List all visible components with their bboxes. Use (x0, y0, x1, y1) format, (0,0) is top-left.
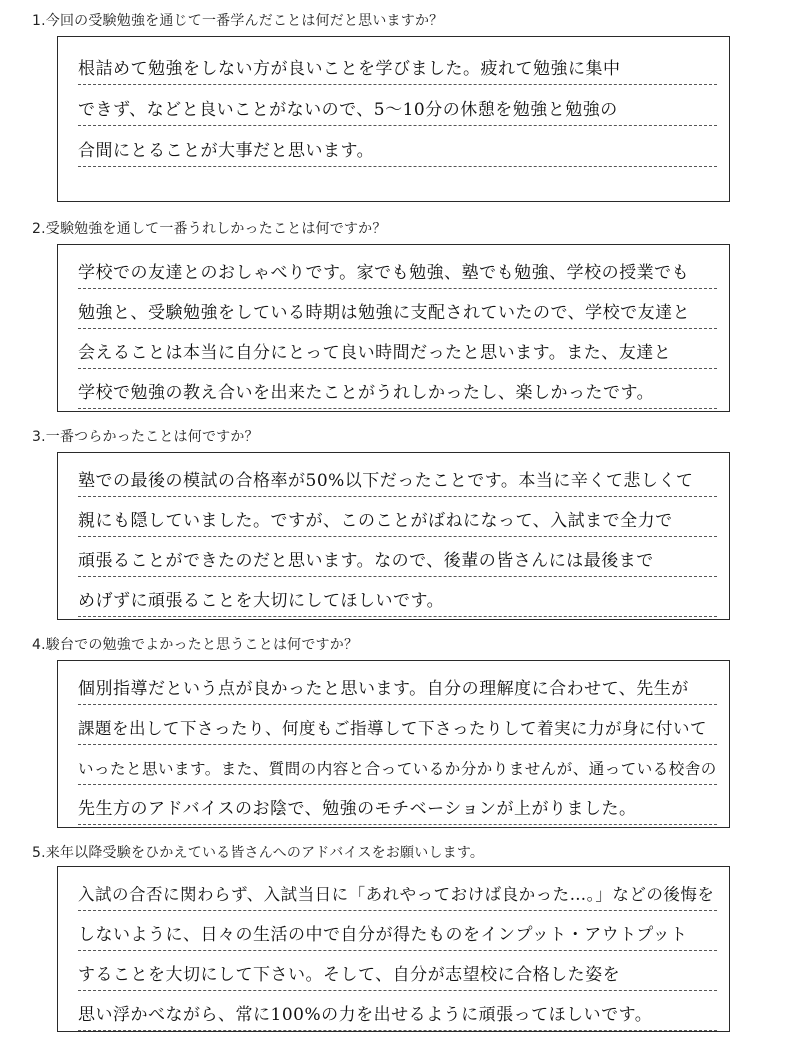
answer-line (78, 785, 717, 825)
answer-line (78, 871, 717, 911)
answer-box-1 (57, 36, 730, 202)
answer-text: 塾での最後の模試の合格率が50%以下だったことです。本当に辛くて悲しくて (78, 471, 694, 491)
answer-line (78, 991, 717, 1031)
question-5-title: 5.来年以降受験をひかえている皆さんへのアドバイスをお願いします。 (32, 845, 485, 861)
answer-line (78, 329, 717, 369)
answer-line (78, 951, 717, 991)
answer-line (78, 911, 717, 951)
answer-text: 思い浮かべながら、常に100%の力を出せるように頑張ってほしいです。 (78, 1005, 653, 1025)
answer-line (78, 577, 717, 617)
answer-text: 勉強と、受験勉強をしている時期は勉強に支配されていたので、学校で友達と (78, 303, 691, 323)
answer-line (78, 86, 717, 126)
answer-box-2 (57, 244, 730, 412)
question-4-title: 4.駿台での勉強でよかったと思うことは何ですか？ (32, 637, 359, 653)
answer-box-5 (57, 866, 730, 1032)
answer-text: 学校での友達とのおしゃべりです。家でも勉強、塾でも勉強、学校の授業でも (78, 263, 690, 283)
answer-text: 頑張ることができたのだと思います。なので、後輩の皆さんには最後まで (78, 551, 654, 571)
answer-line (78, 45, 717, 85)
dashed-rule (78, 408, 717, 409)
dashed-rule (78, 84, 717, 85)
answer-text: 会えることは本当に自分にとって良い時間だったと思います。また、友達と (78, 343, 672, 363)
answer-line (78, 249, 717, 289)
answer-text: することを大切にして下さい。そして、自分が志望校に合格した姿を (78, 965, 621, 985)
question-3-title: 3.一番つらかったことは何ですか？ (32, 429, 259, 445)
answer-box-4 (57, 660, 730, 828)
dashed-rule (78, 616, 717, 617)
answer-text: 合間にとることが大事だと思います。 (78, 141, 375, 161)
answer-text: 課題を出して下さったり、何度もご指導して下さったりして着実に力が身に付いて (78, 719, 707, 738)
answer-line (78, 289, 717, 329)
answer-text: 学校で勉強の教え合いを出来たことがうれしかったし、楽しかったです。 (78, 383, 655, 403)
answer-line (78, 537, 717, 577)
dashed-rule (78, 1030, 717, 1031)
answer-text: しないように、日々の生活の中で自分が得たものをインプット・アウトプット (78, 925, 688, 945)
answer-text: 個別指導だという点が良かったと思います。自分の理解度に合わせて、先生が (78, 679, 689, 699)
answer-line (78, 457, 717, 497)
answer-text: いったと思います。また、質問の内容と合っているか分かりませんが、通っている校舎の (78, 760, 717, 778)
answer-line (78, 497, 717, 537)
answer-line (78, 369, 717, 409)
answer-text: めげずに頑張ることを大切にしてほしいです。 (78, 591, 445, 611)
answer-box-3 (57, 452, 730, 620)
dashed-rule (78, 125, 717, 126)
answer-line (78, 745, 717, 785)
answer-line (78, 127, 717, 167)
answer-line (78, 705, 717, 745)
answer-text: 根詰めて勉強をしない方が良いことを学びました。疲れて勉強に集中 (78, 59, 621, 79)
dashed-rule (78, 166, 717, 167)
question-1-title: 1.今回の受験勉強を通じて一番学んだことは何だと思いますか？ (32, 13, 444, 29)
answer-line (78, 665, 717, 705)
question-2-title: 2.受験勉強を通して一番うれしかったことは何ですか？ (32, 221, 387, 237)
answer-text: 入試の合否に関わらず、入試当日に「あれやっておけば良かった…。」などの後悔を (78, 885, 715, 904)
answer-text: 先生方のアドバイスのお陰で、勉強のモチベーションが上がりました。 (78, 799, 637, 819)
answer-text: できず、などと良いことがないので、5～10分の休憩を勉強と勉強の (78, 100, 618, 120)
answer-text: 親にも隠していました。ですが、このことがばねになって、入試まで全力で (78, 511, 673, 531)
dashed-rule (78, 824, 717, 825)
